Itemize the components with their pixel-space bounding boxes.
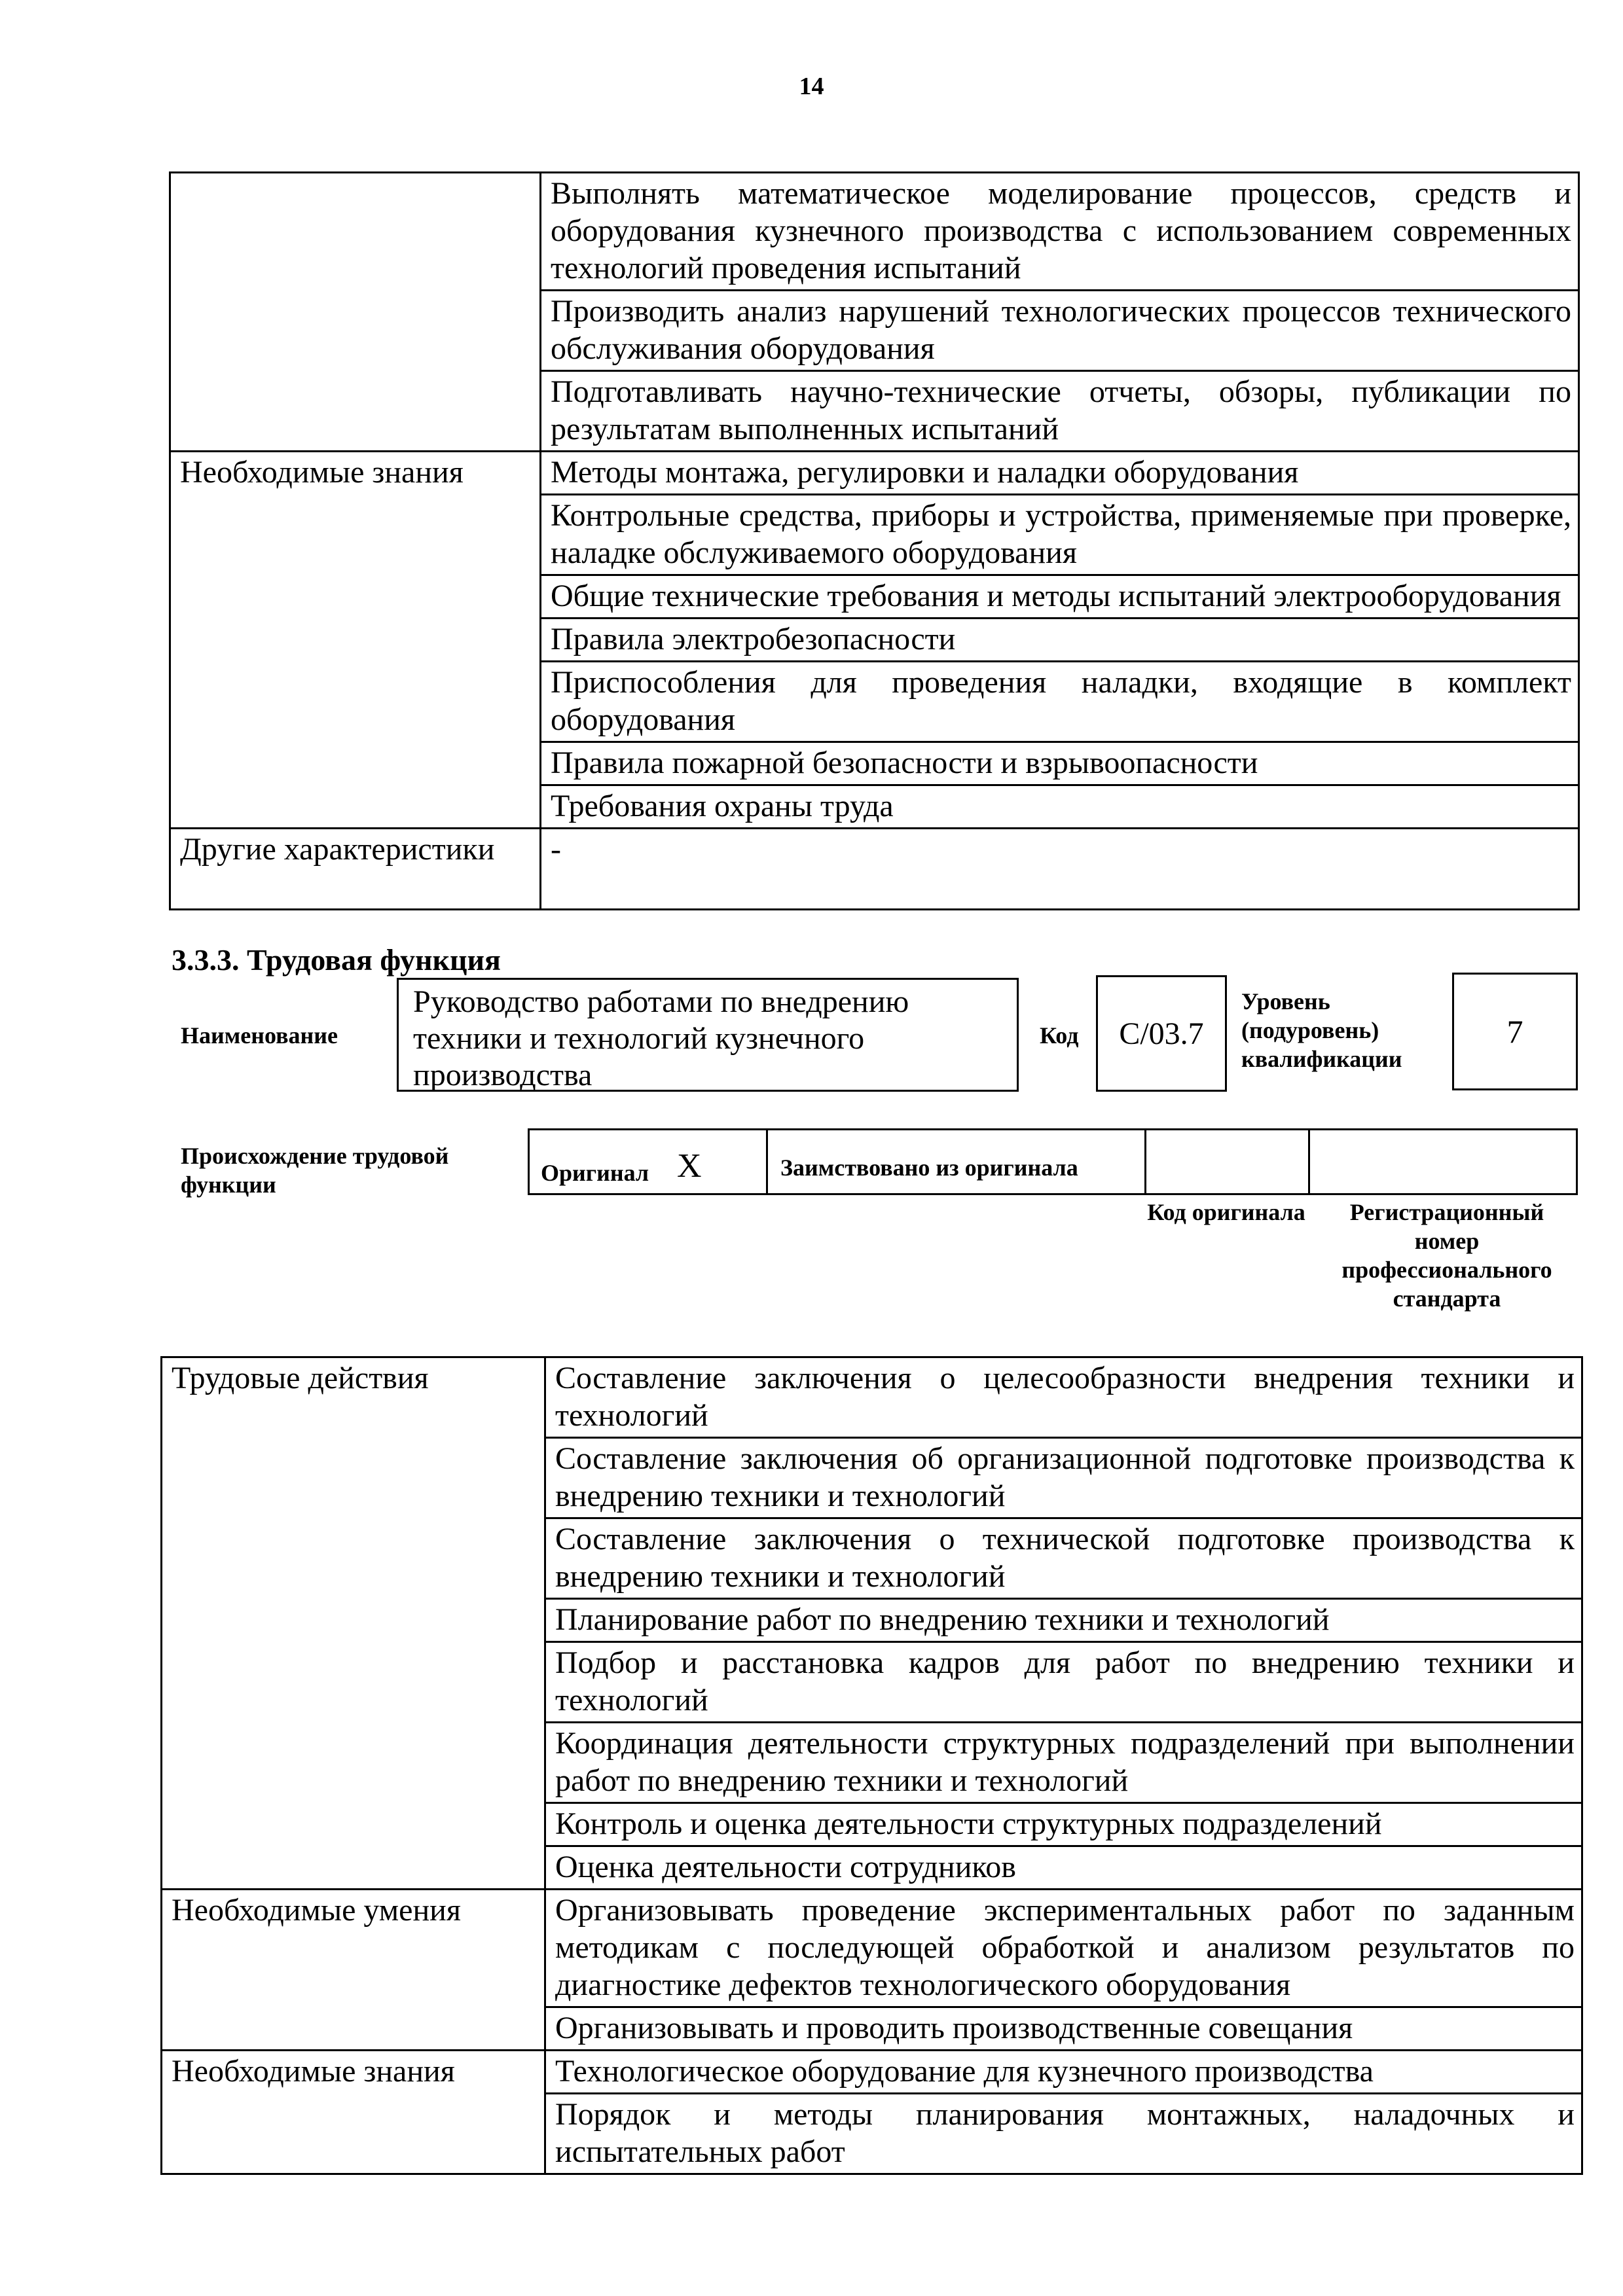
page-number: 14 [799,73,824,100]
level-value: 7 [1506,1013,1523,1050]
row-text: Составление заключения о технической подготовке производства к внедрению техники и технологий [545,1518,1582,1599]
row-label [162,1803,545,1846]
row-label [170,575,541,619]
table-row [170,575,1579,619]
level-label: Уровень (подуровень) квалификации [1241,988,1402,1072]
row-text: Составление заключения о целесообразности внедрения техники и технологий [545,1357,1582,1438]
row-text: Правила электробезопасности [541,619,1579,662]
row-text: Координация деятельности структурных подразделений при выполнении работ по внедрению техники и технологий [545,1723,1582,1803]
row-label [170,619,541,662]
row-text: Производить анализ нарушений технологических процессов технического обслуживания оборудования [541,291,1579,371]
row-label [162,1518,545,1599]
table-row [162,1890,1582,2007]
row-label: Необходимые знания [170,452,541,495]
table-row [162,2051,1582,2094]
row-label [170,173,541,291]
table-row [162,1518,1582,1599]
table-row [170,662,1579,742]
row-text: Порядок и методы планирования монтажных, наладочных и испытательных работ [545,2094,1582,2174]
table-row [170,829,1579,910]
row-text: Организовывать и проводить производственные совещания [545,2007,1582,2051]
row-text: Подбор и расстановка кадров для работ по внедрению техники и технологий [545,1642,1582,1723]
row-label: Трудовые действия [162,1357,545,1438]
row-text: Приспособления для проведения наладки, входящие в комплект оборудования [541,662,1579,742]
level-box [1452,973,1578,1090]
row-text: Составление заключения об организационной подготовке производства к внедрению техники и технологий [545,1438,1582,1518]
section-heading: 3.3.3. Трудовая функция [172,943,501,977]
table-row [170,495,1579,575]
code-box [1096,975,1227,1092]
row-label [170,662,541,742]
row-label: Необходимые знания [162,2051,545,2094]
table-row [162,1846,1582,1890]
divider [1144,1128,1146,1195]
table-row [170,371,1579,452]
row-label: Другие характеристики [170,829,541,910]
row-label [170,495,541,575]
table-row [170,619,1579,662]
row-label: Необходимые умения [162,1890,545,2007]
table-row [170,452,1579,495]
table-row [170,785,1579,829]
row-label [170,291,541,371]
row-label [170,742,541,785]
row-text: Общие технические требования и методы испытаний электрооборудования [541,575,1579,619]
name-box [397,978,1019,1092]
reg-number-label: Регистрационный номер профессионального стандарта [1341,1199,1552,1312]
row-text: Планирование работ по внедрению техники и технологий [545,1599,1582,1642]
table-row [162,1723,1582,1803]
row-label [162,2094,545,2174]
function-name: Руководство работами по внедрению техники и технологий кузнечного производства [413,984,909,1092]
row-label [162,1599,545,1642]
row-text: Оценка деятельности сотрудников [545,1846,1582,1890]
row-label [170,371,541,452]
row-text: Технологическое оборудование для кузнечного производства [545,2051,1582,2094]
table-row [162,1599,1582,1642]
row-text: Контроль и оценка деятельности структурных подразделений [545,1803,1582,1846]
row-label [170,785,541,829]
table-row [162,1438,1582,1518]
code-original-label: Код оригинала [1147,1199,1305,1225]
divider [1308,1128,1310,1195]
table-row [170,173,1579,291]
row-label [162,2007,545,2051]
name-label: Наименование [181,1022,338,1049]
row-label [162,1642,545,1723]
table-row [162,1803,1582,1846]
row-text: Организовывать проведение экспериментальных работ по заданным методикам с последующей обработкой и анализом результатов по диагностике дефектов технологического оборудования [545,1890,1582,2007]
row-text: Контрольные средства, приборы и устройства, применяемые при проверке, наладке обслуживаемого оборудования [541,495,1579,575]
table-row [170,742,1579,785]
borrowed-label: Заимствовано из оригинала [780,1155,1078,1181]
row-label [162,1723,545,1803]
divider [766,1128,768,1195]
row-text: Выполнять математическое моделирование процессов, средств и оборудования кузнечного производства с использованием современных технологий проведения испытаний [541,173,1579,291]
table-row [162,1357,1582,1438]
origin-label: Происхождение трудовой функции [181,1143,449,1198]
code-label: Код [1040,1022,1079,1049]
competency-table-1 [169,171,1580,910]
row-text: Методы монтажа, регулировки и наладки оборудования [541,452,1579,495]
table-row [162,2094,1582,2174]
row-text: Подготавливать научно-технические отчеты, обзоры, публикации по результатам выполненных испытаний [541,371,1579,452]
table-row [162,1642,1582,1723]
code-value: C/03.7 [1119,1016,1204,1051]
row-text: - [541,829,1579,910]
original-label: Оригинал [541,1160,649,1186]
row-text: Требования охраны труда [541,785,1579,829]
row-label [162,1438,545,1518]
row-text: Правила пожарной безопасности и взрывоопасности [541,742,1579,785]
competency-table-2 [160,1356,1583,2175]
original-mark: X [677,1147,702,1185]
row-label [162,1846,545,1890]
table-row [170,291,1579,371]
table-row [162,2007,1582,2051]
